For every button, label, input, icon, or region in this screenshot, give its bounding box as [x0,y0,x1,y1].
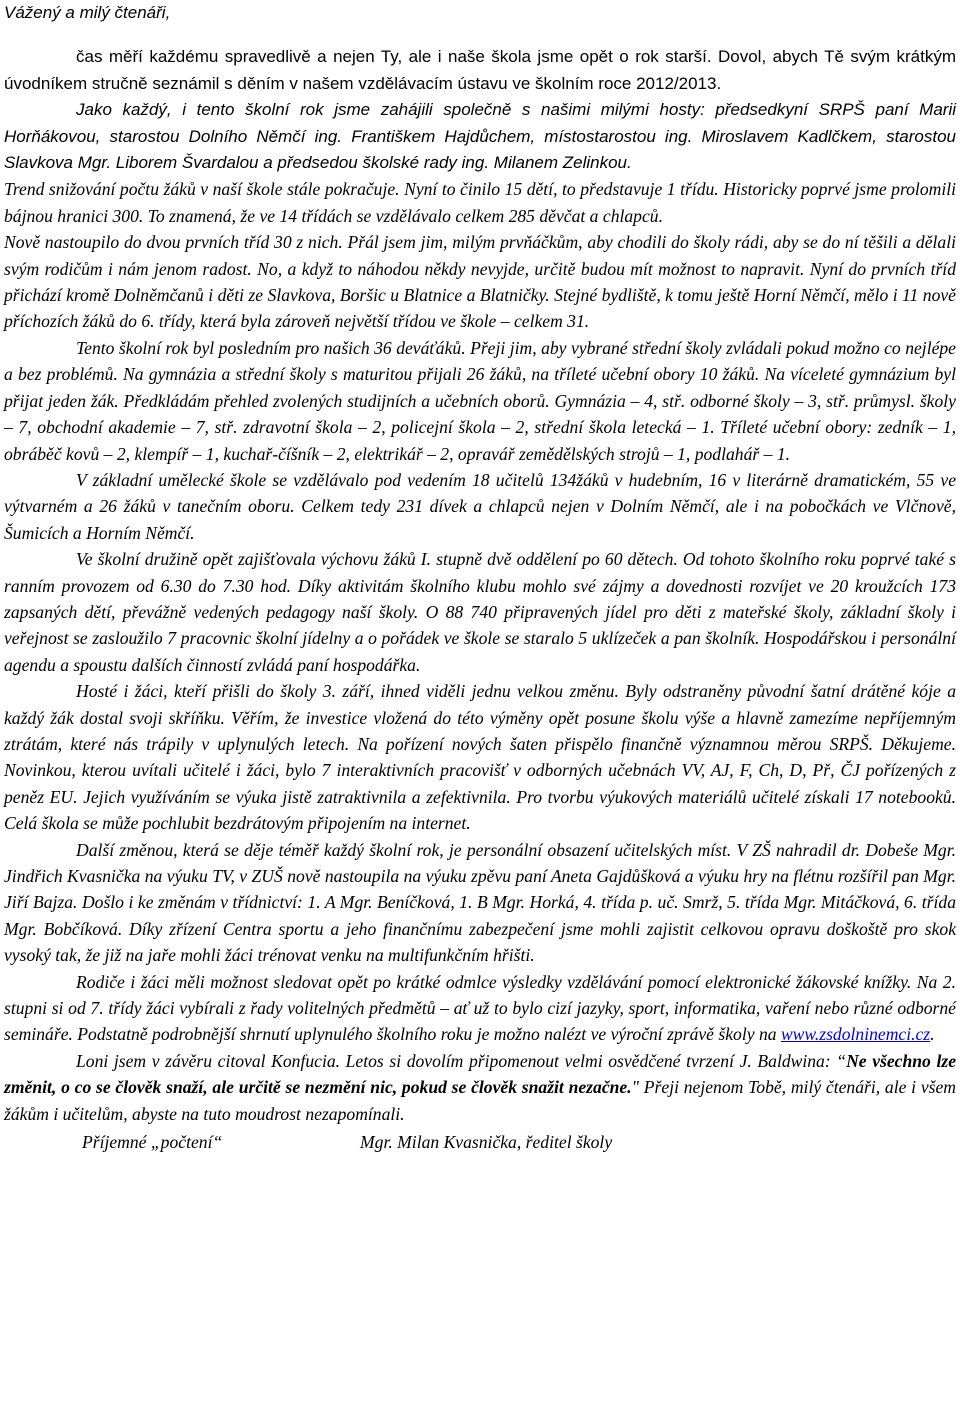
quote-paragraph [4,1048,956,1127]
art-school-paragraph: V základní umělecké škole se vzdělávalo pod vedením 18 učitelů 134žáků v hudebním, 16 v literárně dramatickém, 55 ve výtvarném a 26 žáků v tanečním oboru. Celkem tedy 231 dívek a chlapců nejen v Dolním Němčí, ale i na pobočkách ve Vlčnově, Šumicích a Horním Němčí. [4,469,956,543]
parents-text: Rodiče i žáci měli možnost sledovat opět po krátké odmlce výsledky vzdělávání pomocí elektronické žákovské knížky. Na 2. stupni si od 7. třídy žáci vybírali z řady volitelných předmětů – ať už to bylo cizí jazyky, sport, informatika, vaření nebo různé odborné semináře. Podstatně podrobnější shrnutí uplynulého školního roku je možno nalézt ve výroční zprávě školy na [4,971,956,1045]
staff-paragraph: Další změnou, která se děje téměř každý školní rok, je personální obsazení učitelských míst. V ZŠ nahradil dr. Dobeše Mgr. Jindřich Kvasnička na výuku TV, v ZUŠ nově nastoupila na výuku zpěvu paní Aneta Gajdůšková a výuku hry na flétnu rozšířil pan Mgr. Jiří Bajza. Došlo i ke změnám v třídnictví: 1. A Mgr. Beníčková, 1. B Mgr. Horká, 4. třída p. uč. Smrž, 5. třída Mgr. Mitáčková, 6. třída Mgr. Bobčíková. Díky zřízení Centra sportu a jeho finančnímu zabezpečení jsme mohli zajistit celkovou opravu doškoště pro skok vysoký tak, že již na jaře mohli žáci trénovat venku na multifunkčním hřišti. [4,839,956,966]
signature-line [4,1129,956,1155]
quote-intro: Loni jsem v závěru citoval Konfucia. Letos si dovolím připomenout velmi osvědčené tvrzení J. Baldwina: “ [76,1050,847,1071]
after-school-paragraph: Ve školní družině opět zajišťovala výchovu žáků I. stupně dvě oddělení po 60 dětech. Od tohoto školního roku poprvé také s ranním provozem od 6.30 do 7.30 hod. Díky aktivitám školního klubu mohlo své zájmy a dovednosti rozvíjet ve 20 kroužcích 173 zapsaných dětí, převážně vedených pedagogy naší školy. O 88 740 připravených jídel pro děti z mateřské školy, základní školy i veřejnost se zasloužilo 7 pracovnic školní jídelny a o pořádek ve škole se staralo 5 uklízeček a pan školník. Hospodářskou i personální agendu a spoustu dalších činností zvládá paní hospodářka. [4,549,956,675]
first-graders-paragraph: Nově nastoupilo do dvou prvních tříd 30 z nich. Přál jsem jim, milým prvňáčkům, aby chodili do školy rádi, aby se do ní těšili a dělali svým rodičům i nám jenom radost. No, a když to náhodou někdy nevyjde, určitě budou mít možnost to napravit. Nyní do prvních tříd přichází kromě Dolněmčanů i děti ze Slavkova, Boršic u Blatnice a Blatničky. Stejné bydliště, k tomu ještě Horní Němčí, mělo i 11 nově příchozích žáků do 6. třídy, která byla zároveň největší třídou ve škole – celkem 31. [4,232,956,332]
baldwin-quote: Ne všechno lze změnit, o co se člověk snaží, ale určitě se nezmění nic, pokud se člověk snažit nezačne. [4,1050,956,1098]
signature: Mgr. Milan Kvasnička, ředitel školy [360,1132,613,1153]
parents-paragraph [4,969,956,1048]
pupil-count-paragraph: Trend snižování počtu žáků v naší škole stále pokračuje. Nyní to činilo 15 dětí, to představuje 1 třídu. Historicky poprvé jsme prolomili bájnou hranici 300. To znamená, že ve 14 třídách se vzdělávalo celkem 285 děvčat a chlapců. [4,179,956,226]
closing-wish: Příjemné „počtení“ [82,1132,223,1153]
school-website-link[interactable]: www.zsdolninemci.cz [780,1024,931,1045]
intro-paragraph: čas měří každému spravedlivě a nejen Ty, ale i naše škola jsme opět o rok starší. Dovol, abych Tě svým krátkým úvodníkem stručně seznámil s děním v našem vzdělávacím ústavu ve školním roce 2012/2013. [4,47,956,93]
quote-outro: " Přeji nejenom Tobě, milý čtenáři, ale i všem žákům i učitelům, abyste na tuto moudrost nezapomínali. [4,1077,956,1124]
ninth-graders-paragraph: Tento školní rok byl posledním pro našich 36 deváťáků. Přeji jim, aby vybrané střední školy zvládali pokud možno co nejlépe a bez problémů. Na gymnázia a střední školy s maturitou přijali 26 žáků, na tříleté učební obory 10 žáků. Na víceleté gymnázium byl přijat jeden žák. Předkládám přehled zvolených studijních a učebních oborů. Gymnázia – 4, stř. odborné školy – 3, stř. průmysl. školy – 7, obchodní akademie – 7, stř. zdravotní škola – 2, policejní škola – 2, střední škola letecká – 1. Tříleté učební obory: zedník – 1, obráběč kovů – 2, klempíř – 1, kuchař-číšník – 2, elektrikář – 2, opravář zemědělských strojů – 1, podlahář – 1. [4,337,956,464]
changes-paragraph: Hosté i žáci, kteří přišli do školy 3. září, ihned viděli jednu velkou změnu. Byly odstraněny původní šatní drátěné kóje a každý žák dostal svoji skříňku. Věřím, že investice vložená do této výměny opět posune školu výše a hlavně zamezíme nepříjemným ztrátám, které nás trápily v uplynulých letech. Na pořízení nových šaten přispělo finančně významnou měrou SRPŠ. Děkujeme. Novinkou, kterou uvítali učitelé i žáci, bylo 7 interaktivních pracovišť v odborných učebnách VV, AJ, F, Ch, D, Př, ČJ pořízených z peněz EU. Jejich využíváním se výuka jistě zatraktivnila a zefektivnila. Pro tvorbu výukových materiálů učitelé získali 17 notebooků. Celá škola se může pochlubit bezdrátovým připojením na internet. [4,681,956,834]
guests-paragraph: Jako každý, i tento školní rok jsme zahájili společně s našimi milými hosty: předsedkyní SRPŠ paní Marii Horňákovou, starostou Dolního Němčí ing. Františkem Hajdůchem, místostarostou ing. Miroslavem Kadlčkem, starostou Slavkova Mgr. Liborem Švardalou a předsedou školské rady ing. Milanem Zelinkou. [4,100,956,173]
parents-text-end: . [930,1024,935,1045]
greeting: Vážený a milý čtenáři, [4,3,171,22]
